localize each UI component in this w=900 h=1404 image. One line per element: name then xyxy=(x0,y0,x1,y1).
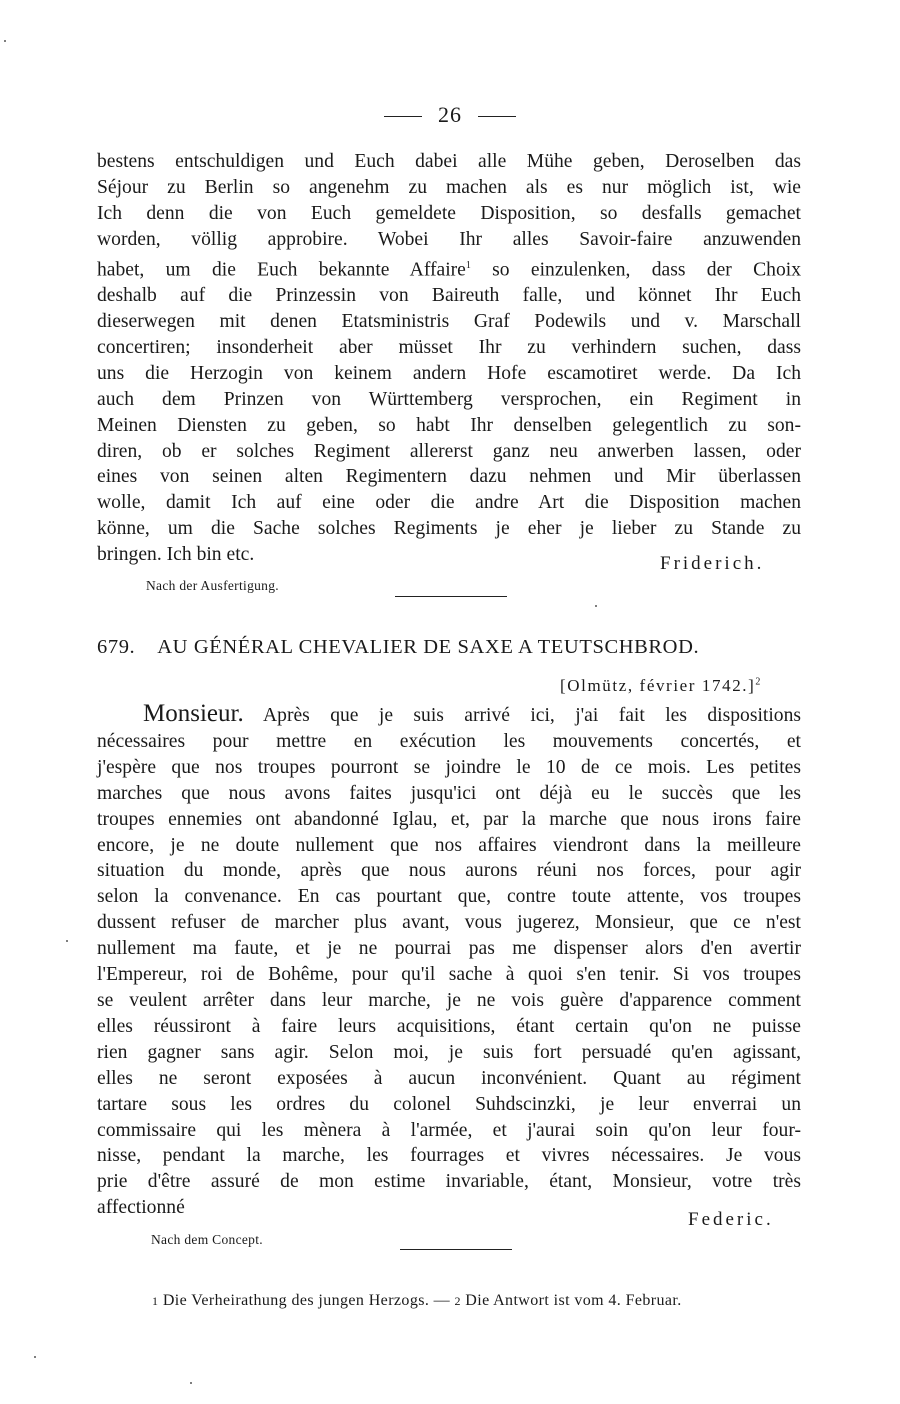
page-header xyxy=(0,102,900,128)
scan-speck xyxy=(4,40,6,42)
text-line: diren, ob er solches Regiment allererst ganz neu anwerben lassen, oder xyxy=(97,440,801,462)
text-line-first xyxy=(97,701,801,729)
text-fragment: habet, um die Euch bekannte Affaire xyxy=(97,259,466,281)
text-line: rien gagner sans agir. Selon moi, je suis fort persuadé qu'en agissant, xyxy=(97,1041,801,1063)
text-line: eines von seinen alten Regimentern dazu nehmen und Mir überlassen xyxy=(97,466,801,488)
text-line-with-note xyxy=(97,253,801,283)
separator-rule-1 xyxy=(395,596,507,597)
text-line: deshalb auf die Prinzessin von Baireuth falle, und könnet Ihr Euch xyxy=(97,285,801,307)
text-line: concertiren; insonderheit aber müsset Ihr zu verhindern suchen, dass xyxy=(97,336,801,358)
scan-speck xyxy=(34,1356,36,1358)
text-line: worden, völlig approbire. Wobei Ihr alles Savoir-faire anzuwenden xyxy=(97,228,801,250)
text-line: j'espère que nos troupes pourront se joindre le 10 de ce mois. Les petites xyxy=(97,756,801,778)
text-line: l'Empereur, roi de Bohême, pour qu'il sache à quoi s'en tenir. Si vos troupes xyxy=(97,964,801,986)
footnote-ref-1: 1 xyxy=(465,259,471,271)
text-line: uns die Herzogin von keinem andern Hofe escamotiret werde. Da Ich xyxy=(97,362,801,384)
letter-1-body xyxy=(97,149,801,568)
text-line: könne, um die Sache solches Regiments je eher je lieber zu Stande zu xyxy=(97,518,801,540)
footnote-text-1: Die Verheirathung des jungen Herzogs. — xyxy=(162,1292,451,1309)
text-line: bestens entschuldigen und Euch dabei alle Mühe geben, Deroselben das xyxy=(97,151,801,172)
footnote-mark-2: 2 xyxy=(454,1294,461,1308)
footnote-ref-2: 2 xyxy=(755,676,761,688)
letter-2-body xyxy=(97,701,801,1221)
text-line: marches que nous avons faites jusqu'ici ont déjà eu le succès que les xyxy=(97,782,801,804)
scan-speck xyxy=(66,940,68,942)
footnote-mark-1: 1 xyxy=(152,1294,159,1308)
text-line: Séjour zu Berlin so angenehm zu machen als es nur möglich ist, wie xyxy=(97,176,801,198)
text-line: prie d'être assuré de mon estime invariable, étant, Monsieur, votre très xyxy=(97,1171,801,1193)
scan-speck xyxy=(190,1382,192,1384)
source-note-1: Nach der Ausfertigung. xyxy=(146,578,279,593)
text-line: affectionné xyxy=(97,1197,185,1219)
signature-federic: Federic. xyxy=(688,1209,774,1230)
separator-rule-2 xyxy=(400,1249,512,1250)
source-note-2: Nach dem Concept. xyxy=(151,1232,263,1247)
text-line: selon la convenance. En cas pourtant que, contre toute attente, vos troupes xyxy=(97,886,801,908)
letter-heading xyxy=(97,636,817,659)
dateline-text: [Olmütz, février 1742.] xyxy=(560,676,756,695)
header-rule-right xyxy=(478,116,516,117)
footnotes xyxy=(152,1292,812,1310)
text-line: tartare sous les ordres du colonel Suhdscinzki, je leur enverrai un xyxy=(97,1093,801,1115)
text-line: nisse, pendant la marche, les fourrages et vivres nécessaires. Je vous xyxy=(97,1145,801,1167)
text-line: commissaire qui les mènera à l'armée, et j'aurai soin qu'on leur four- xyxy=(97,1119,801,1141)
text-line: wolle, damit Ich auf eine oder die andre Art die Disposition machen xyxy=(97,492,801,514)
text-line: situation du monde, après que nous aurons réuni nos forces, pour agir xyxy=(97,860,801,882)
text-line: dussent refuser de marcher plus avant, vous jugerez, Monsieur, que ce n'est xyxy=(97,912,801,934)
page-number: 26 xyxy=(438,102,462,127)
text-line: dieserwegen mit denen Etatsministris Graf Podewils und v. Marschall xyxy=(97,310,801,332)
text-line: nécessaires pour mettre en exécution les mouvements concertés, et xyxy=(97,730,801,752)
text-line: auch dem Prinzen von Württemberg versprochen, ein Regiment in xyxy=(97,388,801,410)
footnote-text-2: Die Antwort ist vom 4. Februar. xyxy=(465,1292,682,1309)
text-fragment: Après que je suis arrivé ici, j'ai fait les dispositions xyxy=(263,705,801,726)
signature-friderich: Friderich. xyxy=(660,553,765,574)
scan-speck xyxy=(595,605,597,607)
text-line: troupes ennemies ont abandonné Iglau, et, par la marche que nous irons faire xyxy=(97,808,801,830)
text-line: nullement ma faute, et je ne pourrai pas me dispenser alors d'en avertir xyxy=(97,938,801,960)
text-line: elles ne seront exposées à aucun inconvénient. Quant au régiment xyxy=(97,1067,801,1089)
salutation: Monsieur. xyxy=(143,700,244,727)
text-line: se veulent arrêter dans leur marche, je ne vois guère d'apparence comment xyxy=(97,989,801,1011)
dateline xyxy=(560,676,760,696)
text-line: Ich denn die von Euch gemeldete Disposition, so desfalls gemachet xyxy=(97,202,801,224)
text-line: encore, je ne doute nullement que nos affaires viendront dans la meilleure xyxy=(97,834,801,856)
text-line: Meinen Diensten zu geben, so habt Ihr denselben gelegentlich zu son- xyxy=(97,414,801,436)
text-fragment: so einzulenken, dass der Choix xyxy=(492,259,801,281)
header-rule-left xyxy=(384,116,422,117)
text-line: bringen. Ich bin etc. xyxy=(97,544,255,566)
text-line: elles réussiront à faire leurs acquisitions, étant certain qu'on ne puisse xyxy=(97,1015,801,1037)
letter-number: 679. xyxy=(97,636,136,658)
letter-title: AU GÉNÉRAL CHEVALIER DE SAXE A TEUTSCHBROD. xyxy=(157,636,700,658)
